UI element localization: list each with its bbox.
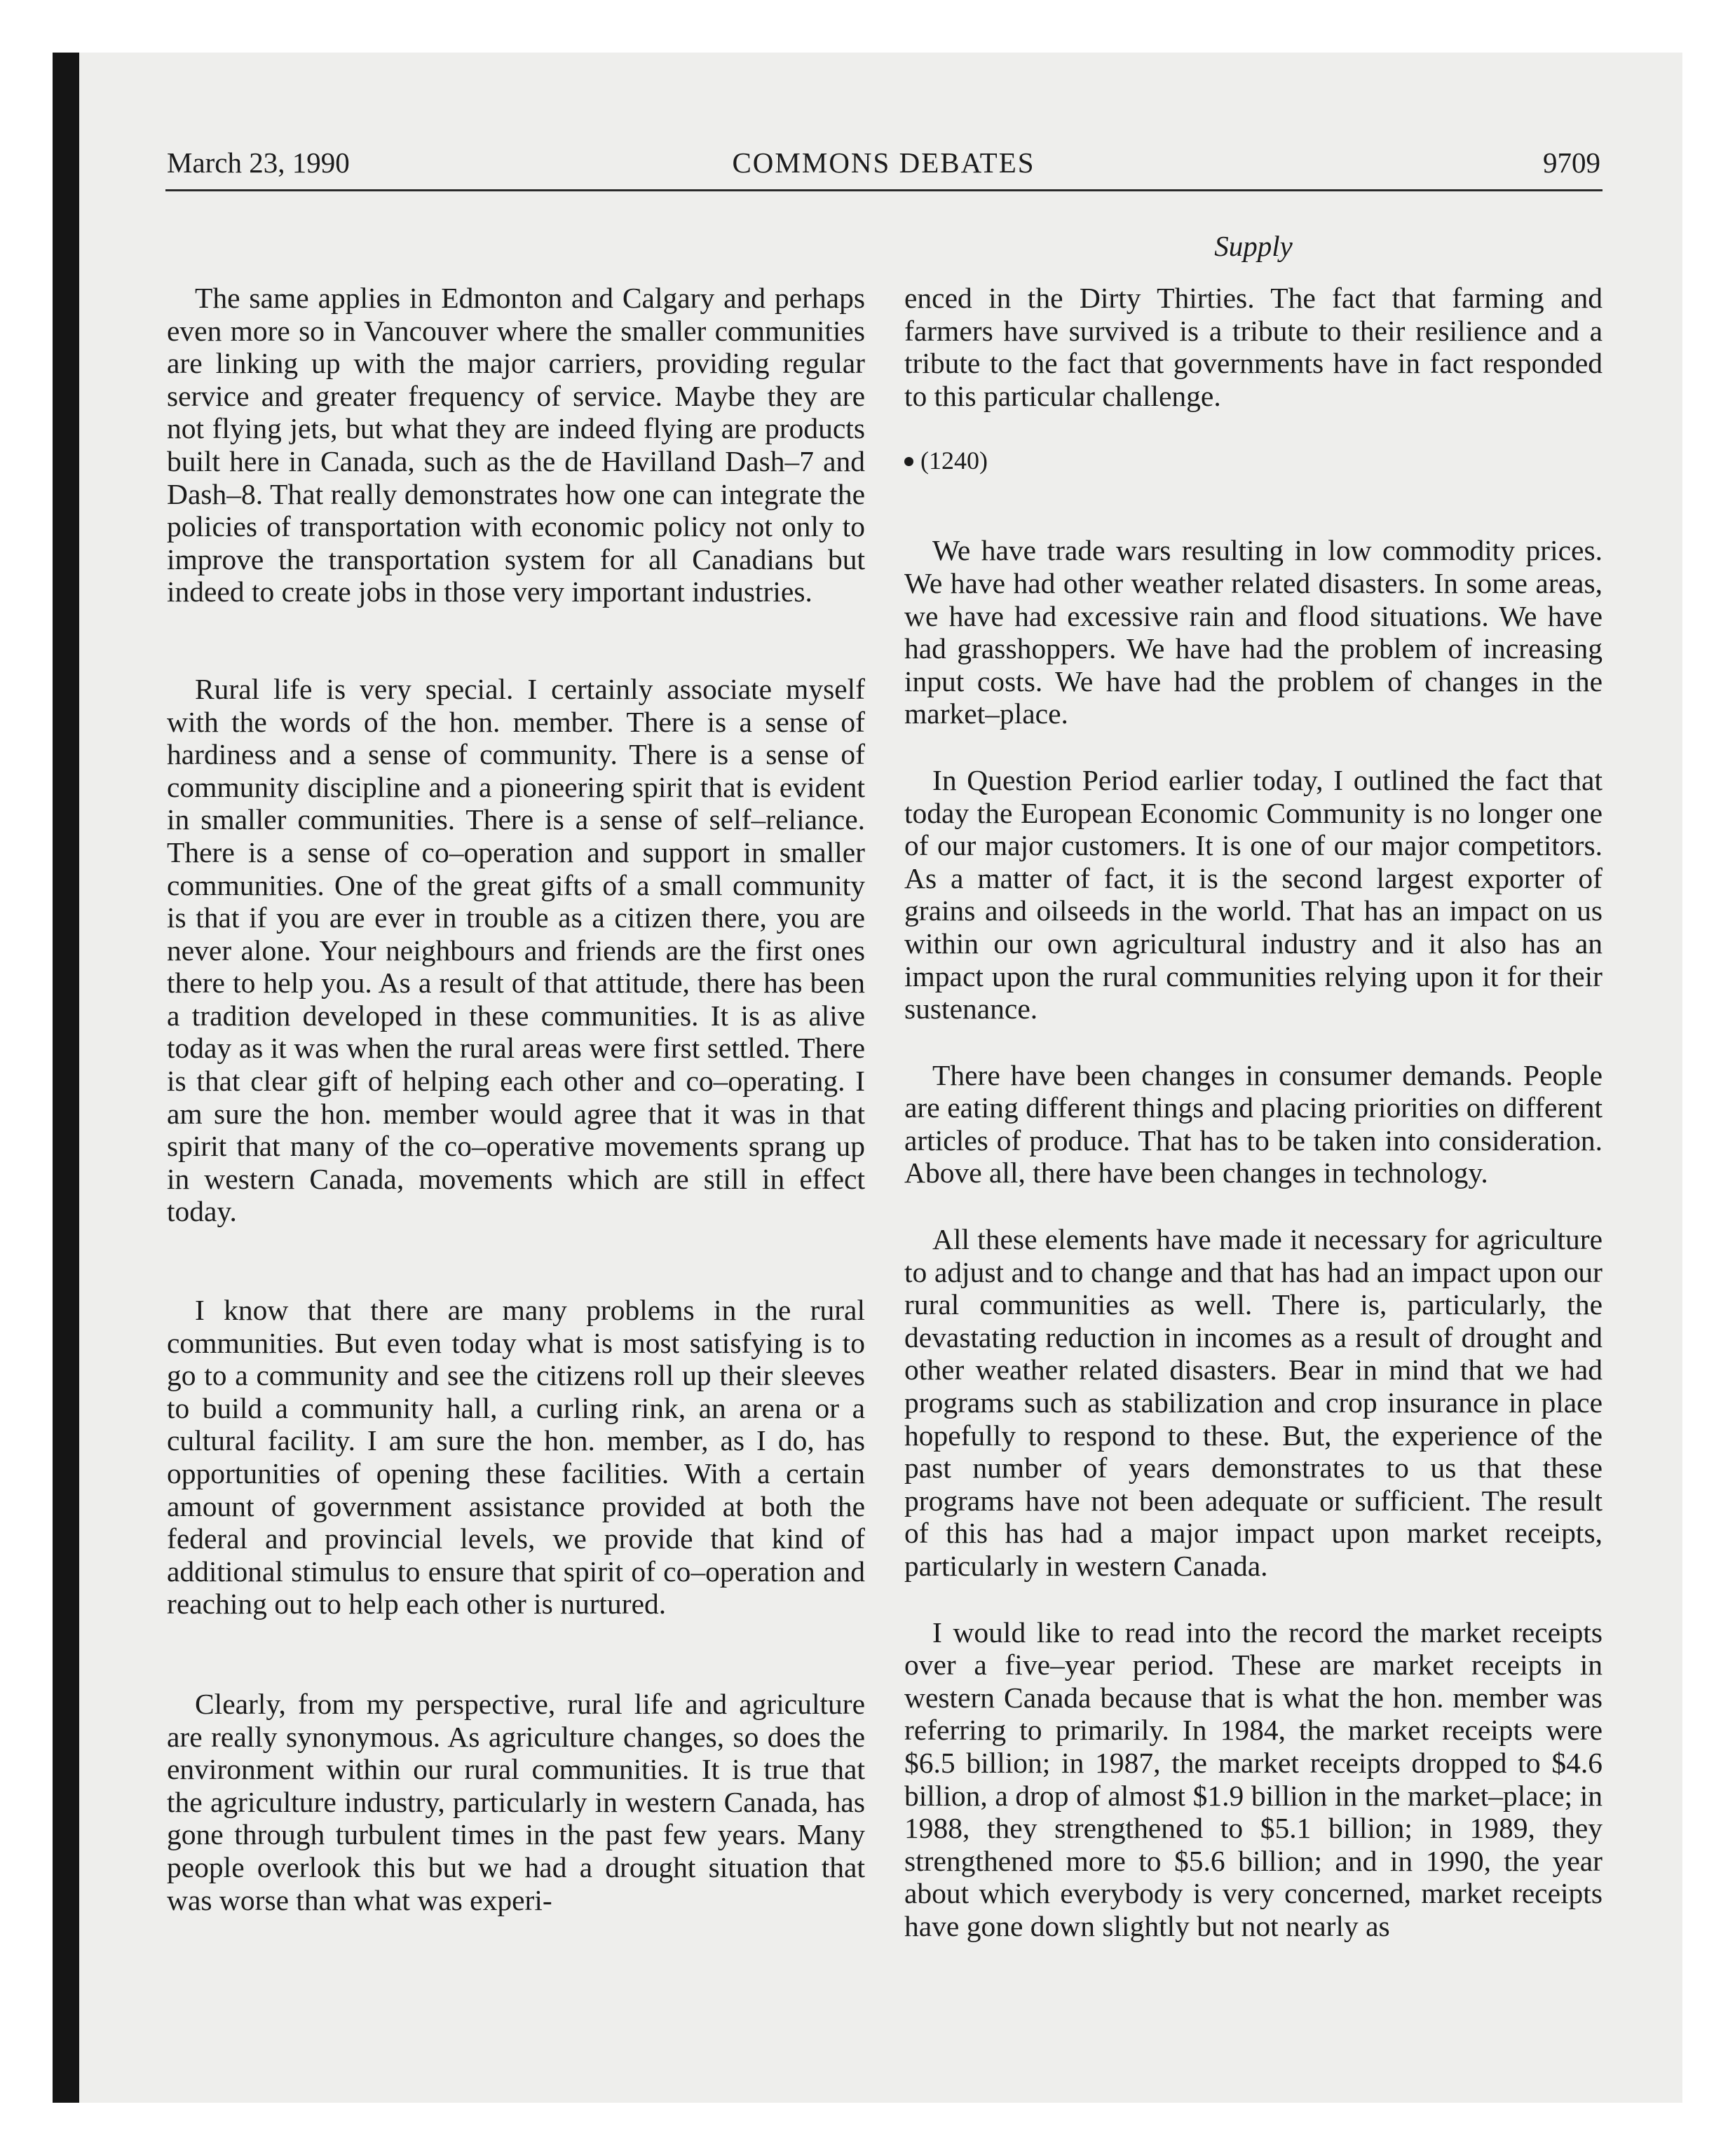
paragraph: We have trade wars resulting in low commodity prices. We have had other weather related disasters. In some areas, we have had excessive rain and flood situations. We have had grasshoppers. We have had the problem of increasing input costs. We have had the problem of changes in the market–place.	[904, 534, 1603, 730]
right-column	[904, 282, 1603, 1975]
paragraph: I know that there are many problems in the rural communities. But even today what is most satisfying is to go to a community and see the citizens roll up their sleeves to build a community hall, a curling rink, an arena or a cultural facility. I am sure the hon. member, as I do, has opportunities of opening these facilities. With a certain amount of government assistance provided at both the federal and provincial levels, we provide that kind of additional stimulus to ensure that spirit of co–operation and reaching out to help each other is nurtured.	[167, 1294, 865, 1621]
time-marker-text: (1240)	[920, 446, 988, 475]
header-publication-title: COMMONS DEBATES	[732, 146, 1035, 179]
paragraph: Clearly, from my perspective, rural life and agriculture are really synonymous. As agriculture changes, so does the environment within our rural communities. It is true that the agriculture industry, particularly in western Canada, has gone through turbulent times in the past few years. Many people overlook this but we had a drought situation that was worse than what was experi-	[167, 1687, 865, 1916]
left-column	[167, 282, 865, 1949]
paragraph: There have been changes in consumer demands. People are eating different things and placing priorities on different articles of produce. That has to be taken into consideration. Above all, there have been changes in technology.	[904, 1058, 1603, 1189]
section-heading: Supply	[1214, 230, 1293, 262]
scan-edge-bar	[53, 53, 79, 2103]
header-date: March 23, 1990	[167, 146, 350, 179]
bullet-icon	[904, 457, 913, 466]
paragraph: All these elements have made it necessary for agriculture to adjust and to change and that has had an impact upon our rural communities as well. There is, particularly, the devastating reduction in incomes as a result of drought and other weather related disasters. Bear in mind that we had programs such as stabilization and crop insurance in place hopefully to respond to these. But, the experience of the past number of years demonstrates to us that these programs have not been adequate or sufficient. The result of this has had a major impact upon market receipts, particularly in western Canada.	[904, 1223, 1603, 1582]
paragraph-continuation: enced in the Dirty Thirties. The fact that farming and farmers have survived is a tribute to their resilience and a tribute to the fact that governments have in fact responded to this particular challenge.	[904, 282, 1603, 412]
time-marker	[904, 444, 1603, 477]
page-header	[167, 146, 1600, 188]
paragraph: I would like to read into the record the market receipts over a five–year period. These are market receipts in western Canada because that is what the hon. member was referring to primarily. In 1984, the market receipts were $6.5 billion; in 1987, the market receipts dropped to $4.6 billion, a drop of almost $1.9 billion in the market–place; in 1988, they strengthened to $5.1 billion; in 1989, they strengthened more to $5.6 billion; and in 1990, the year about which everybody is very concerned, market receipts have gone down slightly but not nearly as	[904, 1616, 1603, 1942]
paragraph: In Question Period earlier today, I outlined the fact that today the European Economic Community is no longer one of our major customers. It is one of our major competitors. As a matter of fact, it is the second largest exporter of grains and oilseeds in the world. That has an impact on us within our own agricultural industry and it also has an impact upon the rural communities relying upon it for their sustenance.	[904, 763, 1603, 1025]
header-page-number: 9709	[1543, 146, 1600, 179]
paragraph: The same applies in Edmonton and Calgary and perhaps even more so in Vancouver where the smaller communities are linking up with the major carriers, providing regular service and greater frequency of service. Maybe they are not flying jets, but what they are indeed flying are products built here in Canada, such as the de Havilland Dash–7 and Dash–8. That really demonstrates how one can integrate the policies of transportation with economic policy not only to improve the transportation system for all Canadians but indeed to create jobs in those very important industries.	[167, 282, 865, 608]
header-rule	[165, 189, 1603, 191]
paragraph: Rural life is very special. I certainly associate myself with the words of the hon. member. There is a sense of hardiness and a sense of community. There is a sense of community discipline and a pioneering spirit that is evident in smaller communities. There is a sense of self–reliance. There is a sense of co–operation and support in smaller communities. One of the great gifts of a small community is that if you are ever in trouble as a citizen there, you are never alone. Your neighbours and friends are the first ones there to help you. As a result of that attitude, there has been a tradition developed in these communities. It is as alive today as it was when the rural areas were first settled. There is that clear gift of helping each other and co–operating. I am sure the hon. member would agree that it was in that spirit that many of the co–operative movements sprang up in western Canada, movements which are still in effect today.	[167, 672, 865, 1228]
